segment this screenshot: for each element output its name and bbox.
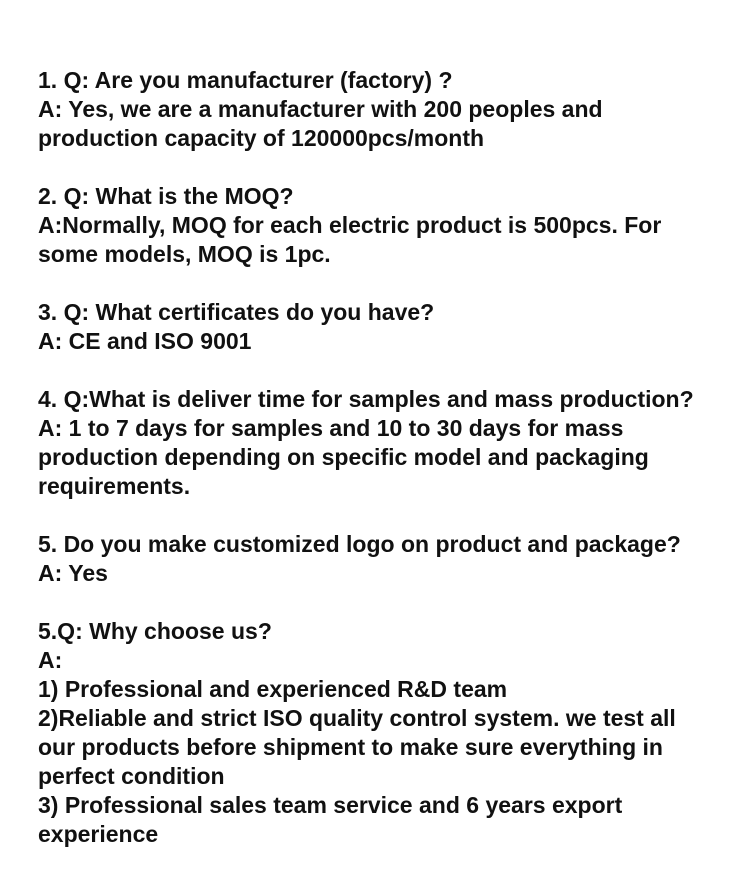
faq-answer-line: perfect condition — [38, 763, 225, 789]
faq-item — [38, 182, 750, 269]
faq-answer-line: 3) Professional sales team service and 6 years export — [38, 792, 623, 818]
faq-item — [38, 530, 750, 588]
spacer — [38, 153, 750, 182]
faq-answer-line: A:Normally, MOQ for each electric product is 500pcs. For — [38, 212, 662, 238]
faq-answer-line: our products before shipment to make sure everything in — [38, 734, 663, 760]
faq-answer-line: production capacity of 120000pcs/month — [38, 125, 485, 151]
spacer — [38, 356, 750, 385]
faq-answer-line: A: CE and ISO 9001 — [38, 328, 252, 354]
faq-answer-line: A: 1 to 7 days for samples and 10 to 30 days for mass — [38, 415, 624, 441]
faq-answer-line: A: — [38, 647, 63, 673]
faq-answer-line: some models, MOQ is 1pc. — [38, 241, 331, 267]
faq-answer-line: 2)Reliable and strict ISO quality control system. we test all — [38, 705, 676, 731]
faq-item — [38, 66, 750, 153]
faq-item — [38, 298, 750, 356]
faq-document — [38, 66, 750, 849]
faq-answer-line: production depending on specific model and packaging — [38, 444, 649, 470]
faq-question: 4. Q:What is deliver time for samples and mass production? — [38, 386, 694, 412]
faq-question: 5. Do you make customized logo on product and package? — [38, 531, 681, 557]
faq-answer-line: experience — [38, 821, 159, 847]
faq-question: 2. Q: What is the MOQ? — [38, 183, 294, 209]
faq-answer-line: requirements. — [38, 473, 191, 499]
spacer — [38, 501, 750, 530]
faq-item — [38, 617, 750, 849]
faq-question: 3. Q: What certificates do you have? — [38, 299, 435, 325]
faq-question: 5.Q: Why choose us? — [38, 618, 272, 644]
faq-answer-line: A: Yes, we are a manufacturer with 200 peoples and — [38, 96, 603, 122]
spacer — [38, 588, 750, 617]
spacer — [38, 269, 750, 298]
faq-answer-line: A: Yes — [38, 560, 108, 586]
faq-item — [38, 385, 750, 501]
faq-answer-line: 1) Professional and experienced R&D team — [38, 676, 508, 702]
faq-question: 1. Q: Are you manufacturer (factory) ? — [38, 67, 453, 93]
